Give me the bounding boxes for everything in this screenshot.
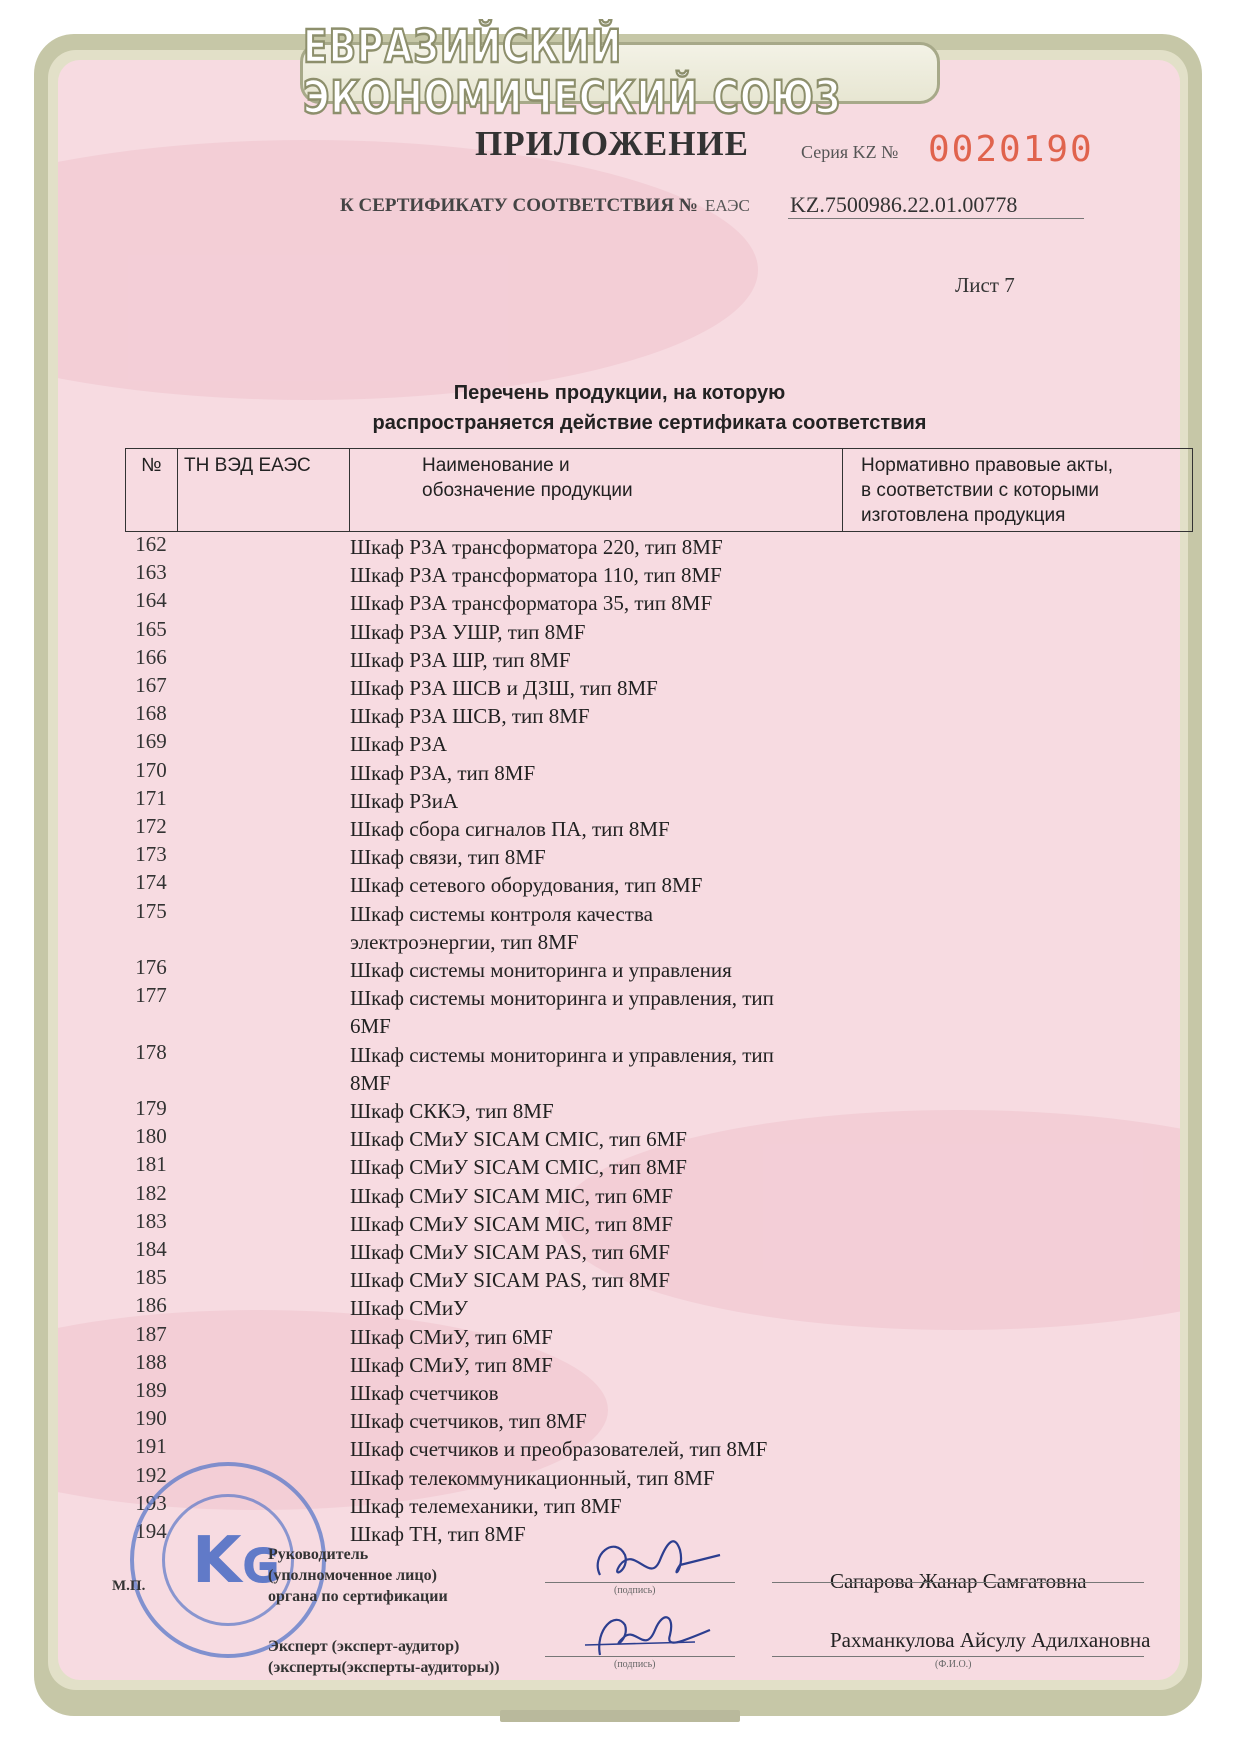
row-number: 163: [135, 560, 167, 585]
certificate-number-underline: [788, 218, 1084, 219]
head-role-line3: органа по сертификации: [268, 1588, 448, 1605]
page-title: ПРИЛОЖЕНИЕ: [475, 124, 750, 163]
head-role-label: [268, 1544, 448, 1607]
head-name: Сапарова Жанар Самгатовна: [830, 1569, 1087, 1593]
row-product-name: Шкаф системы мониторинга и управления, тип: [350, 986, 774, 1011]
row-number: 162: [135, 532, 167, 556]
row-product-name: Шкаф сетевого оборудования, тип 8MF: [350, 873, 703, 898]
union-banner: [300, 21, 940, 125]
sheet-number: Лист 7: [955, 273, 1015, 297]
header-acts-line3: изготовлена продукция: [861, 505, 1066, 526]
row-product-name: Шкаф СМиУ SICAM PAS, тип 8MF: [350, 1268, 670, 1293]
row-number: 166: [135, 644, 167, 669]
head-signature-caption: (подпись): [614, 1585, 656, 1596]
row-product-name: Шкаф системы мониторинга и управления, тип: [350, 1042, 774, 1067]
fio-caption: (Ф.И.О.): [935, 1659, 972, 1670]
seal-place-label: М.П.: [112, 1578, 146, 1594]
header-num: №: [126, 449, 178, 531]
row-product-name: Шкаф РЗА ШСВ и ДЗШ, тип 8MF: [350, 676, 658, 700]
header-acts-line2: в соответствии с которыми: [861, 480, 1100, 501]
row-product-name: Шкаф ТН, тип 8MF: [350, 1522, 526, 1546]
row-product-name: Шкаф телемеханики, тип 8MF: [350, 1493, 622, 1518]
row-product-name: Шкаф счетчиков, тип 8MF: [350, 1409, 587, 1434]
row-product-name: Шкаф СМиУ SICAM PAS, тип 6MF: [350, 1240, 670, 1264]
row-product-name: Шкаф счетчиков и преобразователей, тип 8MF: [350, 1437, 768, 1462]
row-number: 172: [135, 814, 167, 838]
row-product-name: Шкаф СМиУ, тип 6MF: [350, 1324, 553, 1349]
row-number: 182: [135, 1180, 167, 1205]
expert-signature-caption: (подпись): [614, 1659, 656, 1670]
series-number: 0020190: [928, 129, 1094, 170]
row-number: 169: [135, 729, 167, 754]
row-number: 179: [135, 1096, 167, 1120]
row-product-name-continued: 6MF: [350, 1014, 391, 1039]
row-number: 165: [135, 616, 167, 641]
header-name-line2: обозначение продукции: [422, 480, 633, 501]
row-product-name: Шкаф СМиУ SICAM MIC, тип 8MF: [350, 1211, 673, 1236]
expert-name-line: [772, 1656, 1144, 1657]
certificate-number: KZ.7500986.22.01.00778: [790, 192, 1018, 217]
expert-name: Рахманкулова Айсулу Адилхановна: [830, 1628, 1151, 1652]
row-number: 189: [135, 1378, 167, 1402]
row-number: 186: [135, 1293, 167, 1318]
background-wave: [58, 140, 758, 400]
expert-role-line1: Эксперт (эксперт-аудитор): [268, 1638, 460, 1655]
row-product-name: Шкаф РЗА трансформатора 110, тип 8MF: [350, 563, 722, 588]
header-acts-line1: Нормативно правовые акты,: [861, 455, 1114, 476]
row-number: 181: [135, 1152, 167, 1177]
certificate-prefix: ЕАЭС: [705, 196, 750, 215]
row-number: 168: [135, 701, 167, 726]
row-product-name: Шкаф СМиУ, тип 8MF: [350, 1352, 553, 1377]
expert-role-label: [268, 1636, 500, 1678]
row-number: 185: [135, 1265, 167, 1290]
row-number: 180: [135, 1124, 167, 1149]
row-number: 171: [135, 785, 167, 810]
footer-strip: [500, 1710, 740, 1722]
row-number: 192: [135, 1462, 167, 1487]
head-name-line: [772, 1582, 1144, 1583]
row-product-name: Шкаф РЗА, тип 8MF: [350, 760, 536, 785]
row-product-name: Шкаф СККЭ, тип 8MF: [350, 1099, 554, 1123]
row-product-name: Шкаф РЗА УШР, тип 8MF: [350, 619, 586, 644]
row-number: 177: [135, 983, 167, 1008]
row-number: 176: [135, 955, 167, 979]
row-product-name: Шкаф сбора сигналов ПА, тип 8MF: [350, 817, 670, 841]
row-number: 190: [135, 1406, 167, 1431]
header-name: [350, 449, 843, 531]
row-product-name: Шкаф системы контроля качества: [350, 901, 653, 926]
row-number: 191: [135, 1434, 167, 1459]
certificate-label: К СЕРТИФИКАТУ СООТВЕТСТВИЯ №: [340, 195, 698, 216]
row-number: 175: [135, 898, 167, 923]
header-name-line1: Наименование и: [422, 455, 570, 476]
row-product-name: Шкаф СМиУ SICAM MIC, тип 6MF: [350, 1183, 673, 1208]
list-title-line1: Перечень продукции, на которую: [453, 382, 786, 404]
row-product-name: Шкаф СМиУ SICAM CMIC, тип 6MF: [350, 1127, 687, 1152]
header-code: ТН ВЭД ЕАЭС: [178, 449, 350, 531]
row-number: 173: [135, 842, 167, 867]
row-product-name-continued: 8MF: [350, 1070, 391, 1095]
row-product-name: Шкаф РЗиА: [350, 788, 459, 813]
row-product-name: Шкаф связи, тип 8MF: [350, 845, 546, 870]
row-product-name-continued: электроэнергии, тип 8MF: [350, 929, 579, 954]
row-number: 164: [135, 588, 167, 613]
row-product-name: Шкаф РЗА трансформатора 220, тип 8MF: [350, 535, 723, 559]
row-number: 183: [135, 1208, 167, 1233]
row-number: 187: [135, 1321, 167, 1346]
table-header: [125, 448, 1193, 532]
stamp-logo-icon: Kɢ: [192, 1524, 282, 1598]
row-product-name: Шкаф телекоммуникационный, тип 8MF: [350, 1465, 715, 1490]
row-number: 178: [135, 1039, 167, 1064]
row-product-name: Шкаф РЗА: [350, 732, 447, 757]
head-role-line2: (уполномоченное лицо): [268, 1567, 437, 1584]
row-number: 193: [135, 1490, 167, 1515]
row-product-name: Шкаф СМиУ: [350, 1296, 469, 1321]
row-product-name: Шкаф РЗА ШСВ, тип 8MF: [350, 704, 590, 729]
row-product-name: Шкаф СМиУ SICAM CMIC, тип 8MF: [350, 1155, 687, 1180]
row-number: 167: [135, 673, 167, 697]
header-acts: [843, 449, 1192, 531]
row-number: 174: [135, 870, 167, 895]
row-number: 170: [135, 757, 167, 782]
expert-role-line2: (эксперты(эксперты-аудиторы)): [268, 1659, 500, 1676]
row-product-name: Шкаф РЗА трансформатора 35, тип 8MF: [350, 591, 713, 616]
row-product-name: Шкаф РЗА ШР, тип 8MF: [350, 647, 571, 672]
row-number: 194: [135, 1519, 167, 1543]
row-number: 184: [135, 1237, 167, 1261]
head-signature-line: [545, 1582, 735, 1583]
row-number: 188: [135, 1349, 167, 1374]
head-role-line1: Руководитель: [268, 1546, 369, 1563]
union-banner-text: ЕВРАЗИЙСКИЙ ЭКОНОМИЧЕСКИЙ СОЮЗ: [303, 21, 842, 125]
row-product-name: Шкаф системы мониторинга и управления: [350, 958, 732, 982]
list-title-line2: распространяется действие сертификата соответствия: [372, 412, 927, 434]
series-label: Серия KZ №: [801, 142, 899, 162]
expert-signature-line: [545, 1656, 735, 1657]
row-product-name: Шкаф счетчиков: [350, 1381, 499, 1405]
